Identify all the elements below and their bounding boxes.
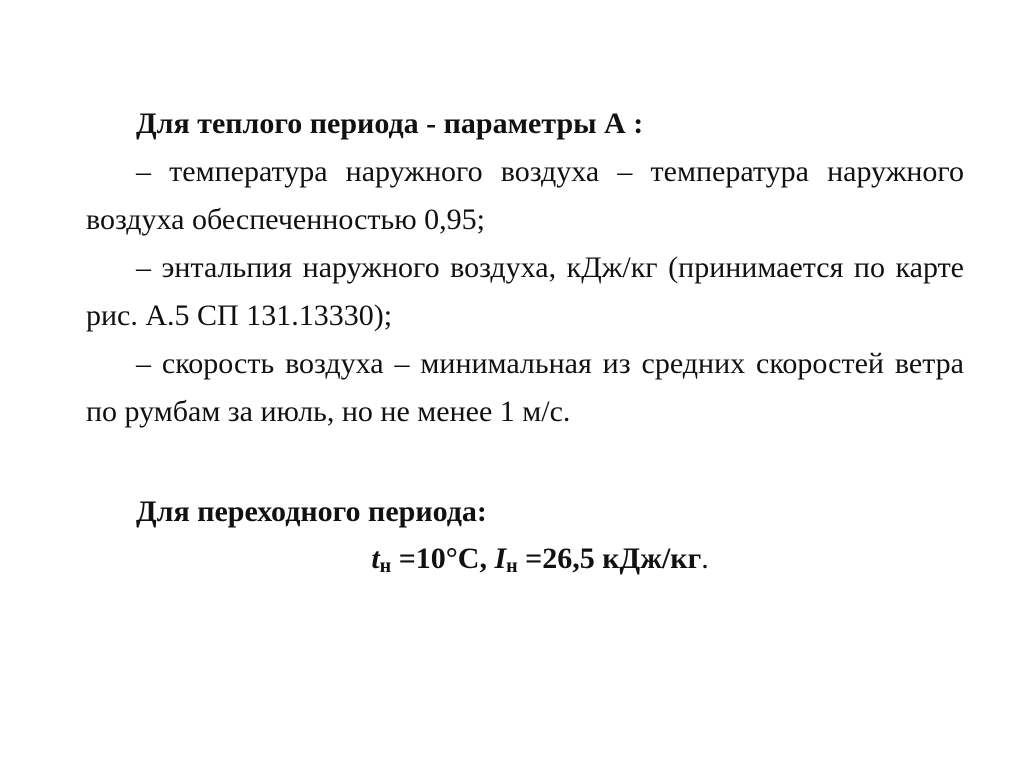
formula-i-symbol: I <box>494 542 507 575</box>
transition-formula <box>86 536 964 582</box>
formula-end: . <box>701 542 709 575</box>
warm-item-enthalpy: – энтальпия наружного воздуха, кДж/кг (принимается по карте рис. А.5 СП 131.13330); <box>86 251 964 332</box>
formula-t-subscript: н <box>379 555 392 577</box>
slide-content <box>86 100 964 582</box>
formula-t-value: =10°С, <box>391 542 495 575</box>
formula-i-value: =26,5 кДж/кг <box>517 542 702 575</box>
warm-item-air-speed: – скорость воздуха – минимальная из средних скоростей ветра по румбам за июль, но не менее 1 м/с. <box>86 347 964 428</box>
formula-i-subscript: н <box>506 555 518 577</box>
warm-item-temperature: – температура наружного воздуха – температура наружного воздуха обеспеченностью 0,95; <box>86 155 964 236</box>
formula-t-symbol: t <box>371 542 380 575</box>
warm-period-heading: Для теплого периода - параметры А : <box>136 107 644 140</box>
transition-period-heading: Для переходного периода: <box>136 495 487 528</box>
